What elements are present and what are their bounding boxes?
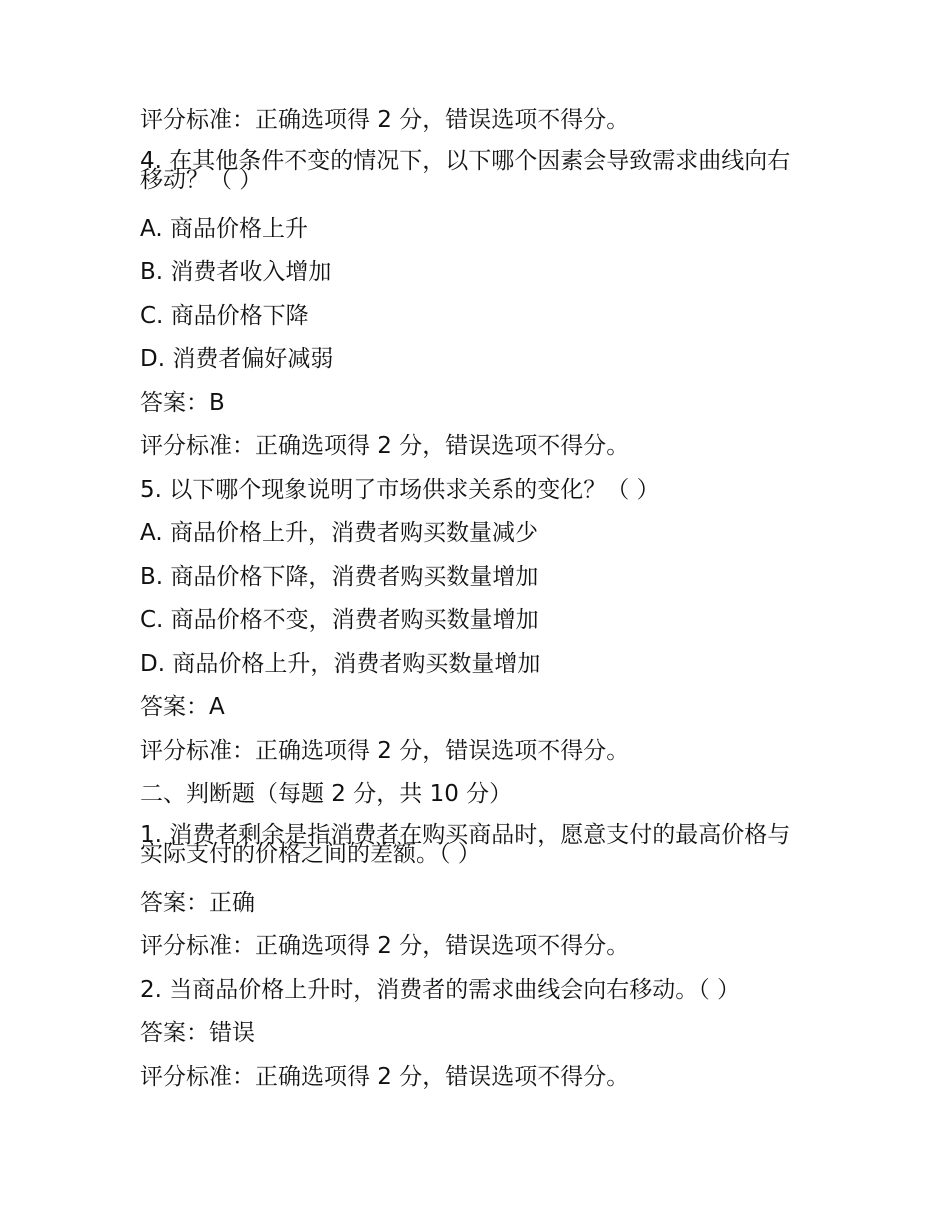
question-5-grading: 评分标准：正确选项得 2 分，错误选项不得分。 (140, 738, 630, 764)
section-heading-true-false: 二、判断题（每题 2 分，共 10 分） (140, 781, 513, 807)
question-5-option-b: B. 商品价格下降，消费者购买数量增加 (140, 564, 539, 590)
question-5-text: 5. 以下哪个现象说明了市场供求关系的变化？（ ） (140, 477, 660, 503)
tf-question-1-text: 1. 消费者剩余是指消费者在购买商品时，愿意支付的最高价格与实际支付的价格之间的差额。（ ） (140, 822, 791, 867)
tf-question-1-answer: 答案：正确 (140, 890, 255, 916)
question-5-answer: 答案：A (140, 694, 225, 720)
tf-question-1-grading: 评分标准：正确选项得 2 分，错误选项不得分。 (140, 933, 630, 959)
question-4-option-d: D. 消费者偏好减弱 (140, 346, 334, 372)
question-5-option-c: C. 商品价格不变，消费者购买数量增加 (140, 607, 539, 633)
tf-question-2-text: 2. 当商品价格上升时，消费者的需求曲线会向右移动。（ ） (140, 977, 741, 1003)
question-4-option-a: A. 商品价格上升 (140, 216, 308, 242)
question-4-option-c: C. 商品价格下降 (140, 303, 309, 329)
question-5-option-d: D. 商品价格上升，消费者购买数量增加 (140, 651, 541, 677)
question-4-answer: 答案：B (140, 390, 225, 416)
question-5-option-a: A. 商品价格上升，消费者购买数量减少 (140, 520, 538, 546)
tf-question-2-answer: 答案：错误 (140, 1020, 255, 1046)
grading-criteria-line: 评分标准：正确选项得 2 分，错误选项不得分。 (140, 107, 630, 133)
question-4-option-b: B. 消费者收入增加 (140, 259, 332, 285)
question-4-grading: 评分标准：正确选项得 2 分，错误选项不得分。 (140, 433, 630, 459)
tf-question-2-grading: 评分标准：正确选项得 2 分，错误选项不得分。 (140, 1064, 630, 1090)
question-4-text: 4. 在其他条件不变的情况下，以下哪个因素会导致需求曲线向右移动？（ ） (140, 148, 791, 193)
